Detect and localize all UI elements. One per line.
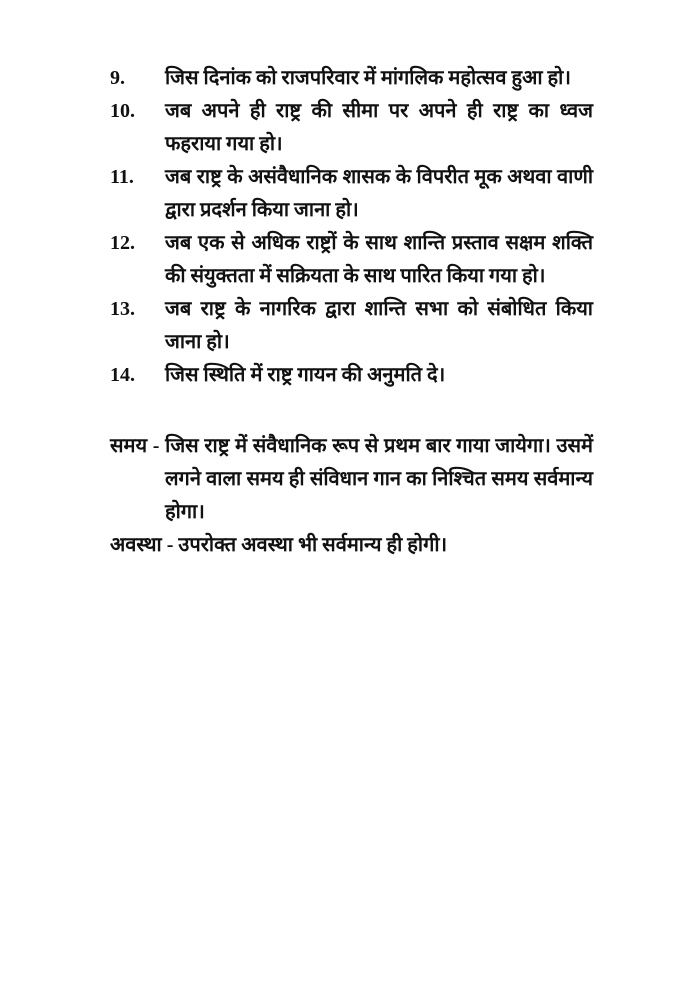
numbered-list bbox=[110, 62, 593, 392]
list-item-text: जब अपने ही राष्ट्र की सीमा पर अपने ही राष्ट्र का ध्वज फहराया गया हो। bbox=[165, 100, 593, 155]
list-item-number: 13. bbox=[110, 298, 135, 320]
list-item-text: जब राष्ट्र के नागरिक द्वारा शान्ति सभा को संबोधित किया जाना हो। bbox=[165, 298, 593, 353]
note-label: समय - bbox=[110, 435, 160, 457]
note-label: अवस्था - bbox=[110, 534, 174, 556]
note-text-content: उपरोक्त अवस्था भी सर्वमान्य ही होगी। bbox=[178, 534, 448, 556]
list-item-text: जिस स्थिति में राष्ट्र गायन की अनुमति दे। bbox=[165, 364, 446, 386]
notes-section bbox=[110, 430, 593, 562]
list-item bbox=[110, 95, 593, 161]
list-item bbox=[110, 293, 593, 359]
note-paragraph bbox=[110, 430, 593, 529]
list-item bbox=[110, 161, 593, 227]
list-item-text: जब राष्ट्र के असंवैधानिक शासक के विपरीत मूक अथवा वाणी द्वारा प्रदर्शन किया जाना हो। bbox=[165, 166, 593, 221]
list-item-number: 14. bbox=[110, 364, 135, 386]
list-item-text: जिस दिनांक को राजपरिवार में मांगलिक महोत्सव हुआ हो। bbox=[165, 67, 571, 89]
note-text bbox=[165, 435, 593, 523]
note-paragraph bbox=[110, 529, 593, 562]
list-item-text: जब एक से अधिक राष्ट्रों के साथ शान्ति प्रस्ताव सक्षम शक्ति की संयुक्तता में सक्रियता के साथ पारित किया गया हो। bbox=[165, 232, 593, 287]
note-text-content: जिस राष्ट्र में संवैधानिक रूप से प्रथम बार गाया जायेगा। उसमें लगने वाला समय ही संविधान गान का निश्चित समय सर्वमान्य होगा। bbox=[165, 435, 594, 523]
list-item-number: 10. bbox=[110, 100, 135, 122]
list-item-number: 12. bbox=[110, 232, 135, 254]
list-item bbox=[110, 359, 593, 392]
list-item bbox=[110, 227, 593, 293]
list-item bbox=[110, 62, 593, 95]
note-text bbox=[178, 534, 447, 556]
list-item-number: 9. bbox=[110, 67, 125, 89]
list-item-number: 11. bbox=[110, 166, 134, 188]
